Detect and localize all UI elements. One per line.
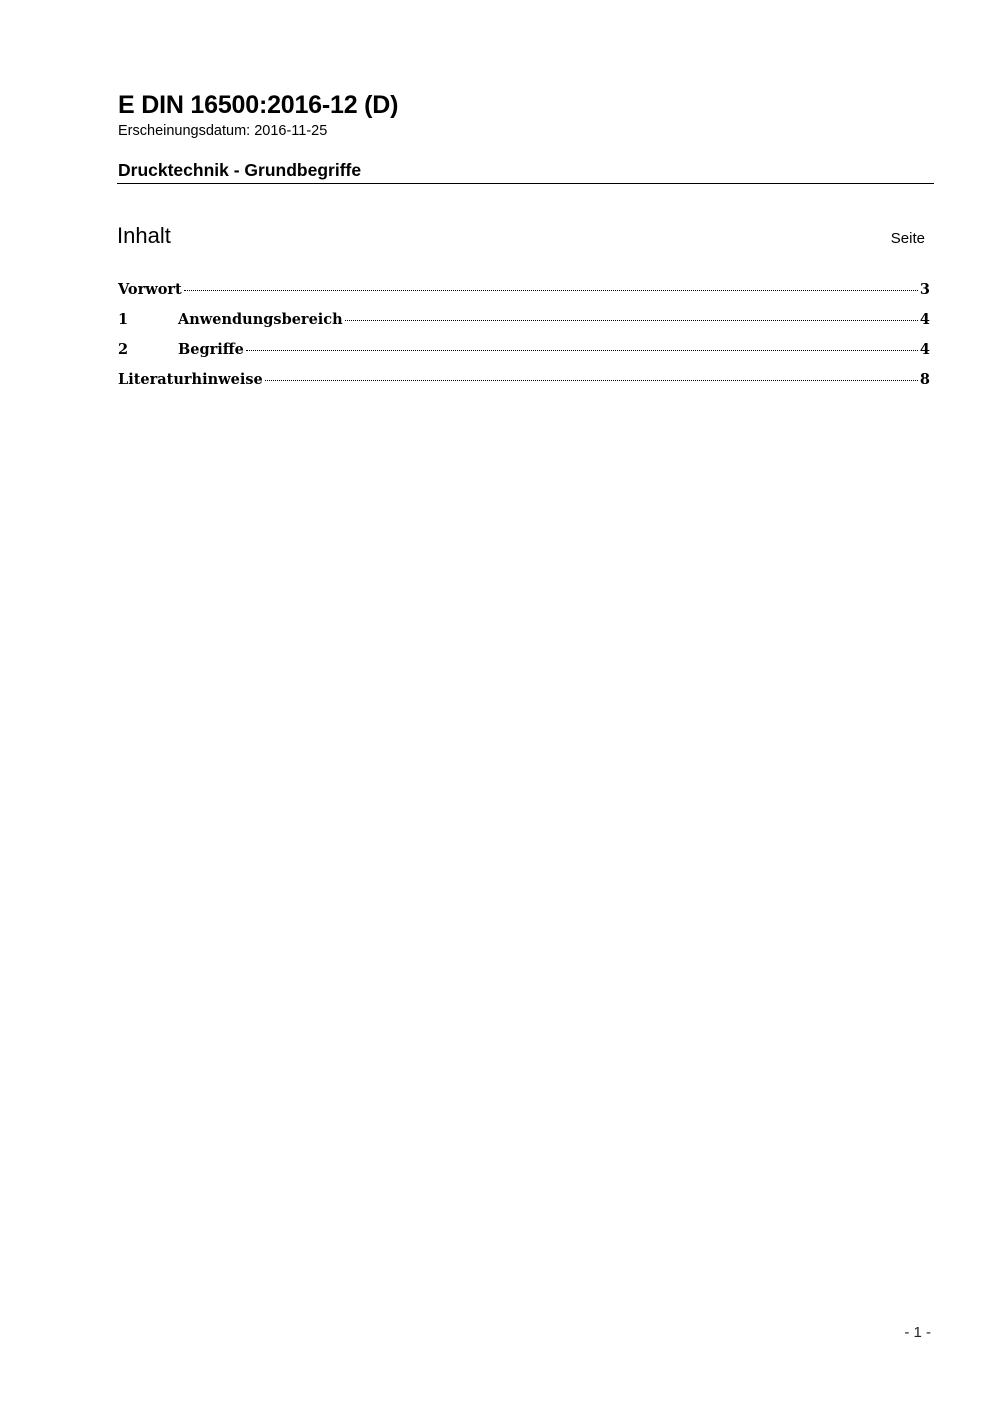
table-of-contents: [118, 279, 930, 399]
toc-entry-title: Literaturhinweise: [118, 371, 263, 388]
toc-entry-title: Anwendungsbereich: [178, 311, 343, 328]
toc-entry-number: 2: [118, 341, 129, 358]
toc-entry-page: 4: [919, 311, 930, 328]
toc-dot-leader: [246, 349, 918, 351]
toc-entry-page: 4: [919, 341, 930, 358]
toc-dot-leader: [345, 319, 918, 321]
toc-entry-begriffe[interactable]: [118, 339, 930, 369]
toc-entry-number: 1: [118, 311, 129, 328]
toc-dot-leader: [265, 379, 918, 381]
toc-page-column-label: Seite: [890, 230, 925, 247]
toc-entry-literaturhinweise[interactable]: [118, 369, 930, 399]
toc-entry-page: 3: [919, 281, 930, 298]
toc-heading: Inhalt: [117, 223, 171, 248]
toc-entry-title: Vorwort: [118, 281, 182, 298]
page-number: - 1 -: [904, 1324, 931, 1341]
document-title: E DIN 16500:2016-12 (D): [118, 91, 399, 119]
publication-date: Erscheinungsdatum: 2016-11-25: [118, 123, 328, 139]
toc-dot-leader: [184, 289, 918, 291]
toc-entry-anwendungsbereich[interactable]: [118, 309, 930, 339]
toc-entry-vorwort[interactable]: [118, 279, 930, 309]
toc-entry-page: 8: [919, 371, 930, 388]
document-subject: Drucktechnik - Grundbegriffe: [118, 160, 362, 180]
header-divider: [117, 183, 934, 184]
toc-entry-title: Begriffe: [178, 341, 244, 358]
